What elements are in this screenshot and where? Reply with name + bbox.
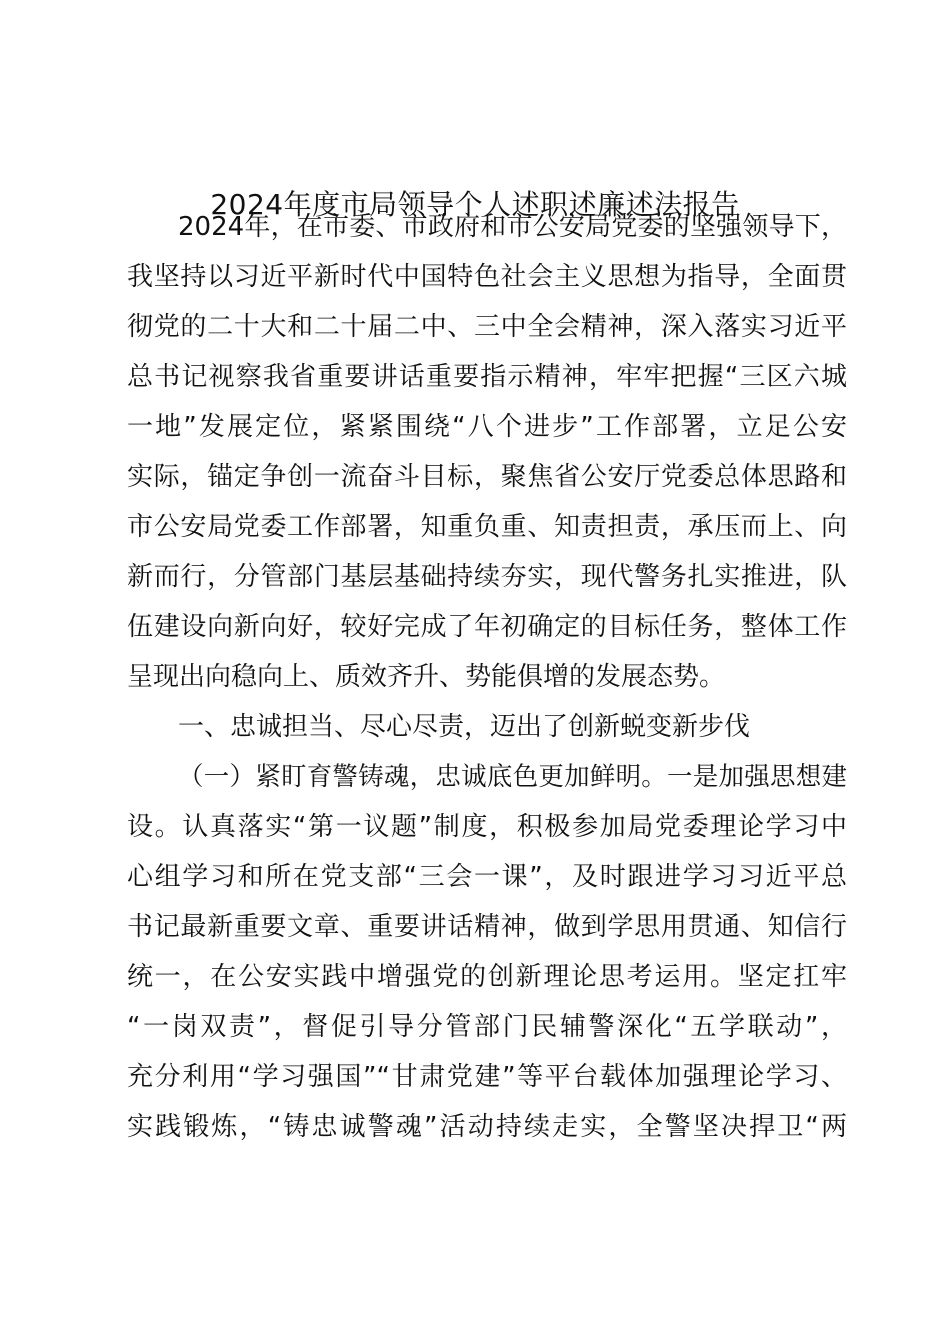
paragraph-line: 统一，在公安实践中增强党的创新理论思考运用。坚定扛牢 [127, 962, 847, 992]
paragraph-line: 实践锻炼，“铸忠诚警魂”活动持续走实，全警坚决捍卫“两 [127, 1112, 847, 1142]
paragraph-line: （一）紧盯育警铸魂，忠诚底色更加鲜明。一是加强思想建 [178, 762, 847, 792]
paragraph-line: 实际，锚定争创一流奋斗目标，聚焦省公安厅党委总体思路和 [127, 462, 847, 492]
paragraph-line: 彻党的二十大和二十届二中、三中全会精神，深入落实习近平 [127, 312, 847, 342]
paragraph-line: 伍建设向新向好，较好完成了年初确定的目标任务，整体工作 [127, 612, 847, 642]
paragraph-line: 总书记视察我省重要讲话重要指示精神，牢牢把握“三区六城 [127, 362, 847, 392]
paragraph-line: 书记最新重要文章、重要讲话精神，做到学思用贯通、知信行 [127, 912, 847, 942]
paragraph-line: 心组学习和所在党支部“三会一课”，及时跟进学习习近平总 [127, 862, 847, 892]
paragraph-line: 新而行，分管部门基层基础持续夯实，现代警务扎实推进，队 [127, 562, 847, 592]
paragraph-line: 市公安局党委工作部署，知重负重、知责担责，承压而上、向 [127, 512, 847, 542]
paragraph-line: “一岗双责”，督促引导分管部门民辅警深化“五学联动”， [127, 1012, 847, 1042]
paragraph-line: 设。认真落实“第一议题”制度，积极参加局党委理论学习中 [127, 812, 847, 842]
paragraph-line: 呈现出向稳向上、质效齐升、势能俱增的发展态势。 [127, 662, 726, 692]
paragraph-line: 2024年，在市委、市政府和市公安局党委的坚强领导下， [178, 212, 847, 242]
paragraph-line: 一地”发展定位，紧紧围绕“八个进步”工作部署，立足公安 [127, 412, 847, 442]
paragraph-line: 我坚持以习近平新时代中国特色社会主义思想为指导，全面贯 [127, 262, 847, 292]
paragraph-line: 充分利用“学习强国”“甘肃党建”等平台载体加强理论学习、 [127, 1062, 847, 1092]
document-title: 2024年度市局领导个人述职述廉述法报告 [210, 188, 740, 221]
section-heading: 一、忠诚担当、尽心尽责，迈出了创新蜕变新步伐 [178, 712, 751, 742]
